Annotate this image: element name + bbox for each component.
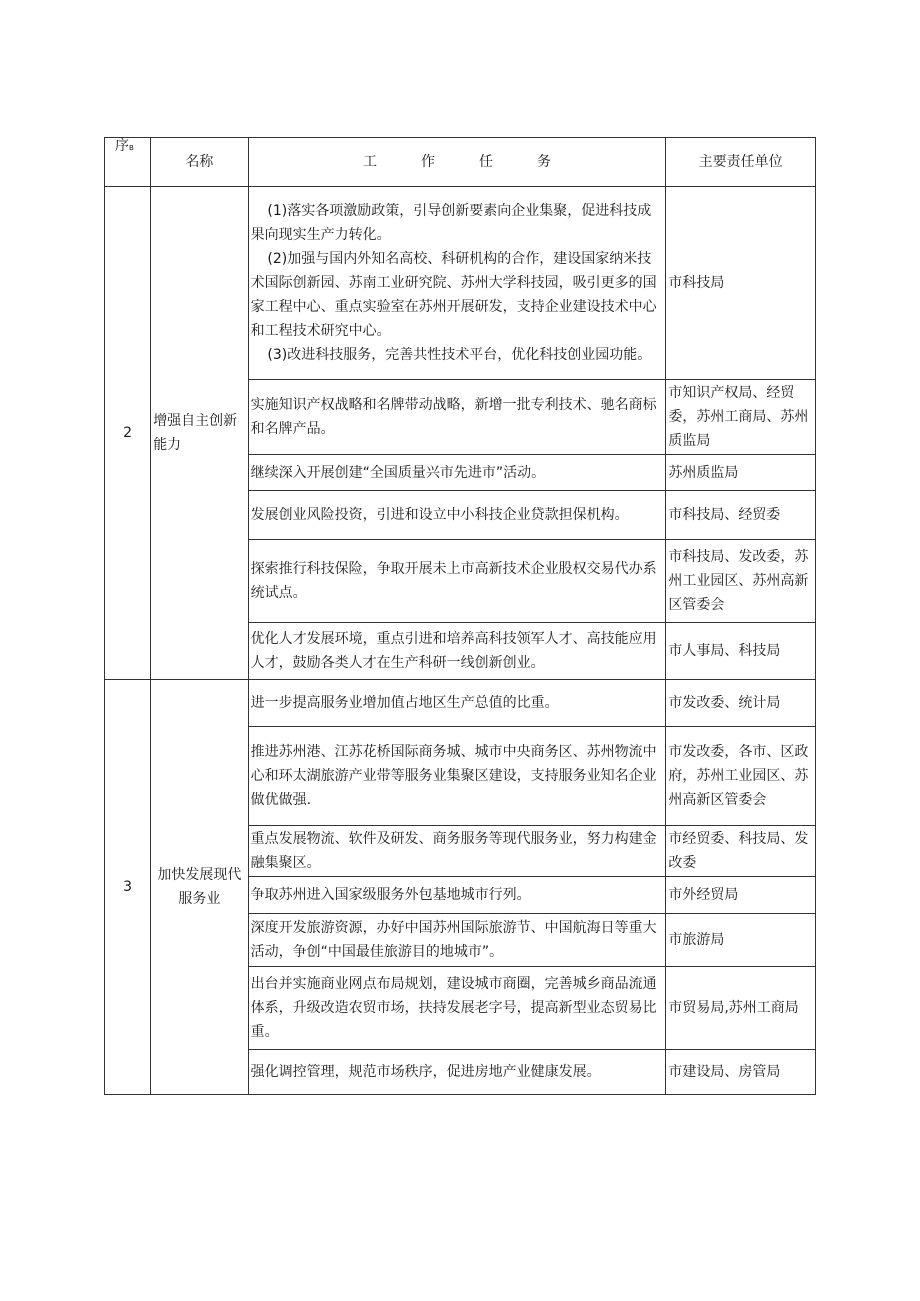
task-cell: 强化调控管理，规范市场秩序，促进房地产业健康发展。 xyxy=(248,1050,666,1095)
unit-cell: 市人事局、科技局 xyxy=(666,623,816,680)
unit-cell: 市贸易局,苏州工商局 xyxy=(666,967,816,1050)
unit-cell: 市发改委，各市、区政府，苏州工业园区、苏州高新区管委会 xyxy=(666,727,816,826)
header-name: 名称 xyxy=(151,138,248,187)
task-cell: 优化人才发展环境，重点引进和培养高科技领军人才、高技能应用人才，鼓励各类人才在生产科研一线创新创业。 xyxy=(248,623,666,680)
task-cell: 深度开发旅游资源，办好中国苏州国际旅游节、中国航海日等重大活动，争创“中国最佳旅游目的地城市”。 xyxy=(248,914,666,967)
unit-cell: 苏州质监局 xyxy=(666,455,816,491)
task-cell: 实施知识产权战略和名牌带动战略，新增一批专利技术、驰名商标和名牌产品。 xyxy=(248,380,666,455)
task-cell: (1)落实各项激励政策，引导创新要素向企业集聚，促进科技成果向现实生产力转化。 (2)加强与国内外知名高校、科研机构的合作，建设国家纳米技术国际创新园、苏南工业研究院、苏州大学科技园，吸引更多的国家工程中心、重点实验室在苏州开展研发，支持企业建设技术中心和工程技术研究中心。 (3)改进科技服务，完善共性技术平台，优化科技创业园功能。 xyxy=(248,187,666,380)
unit-cell: 市经贸委、科技局、发改委 xyxy=(666,826,816,877)
header-no: 序B xyxy=(105,138,151,187)
section-name: 加快发展现代服务业 xyxy=(151,680,248,1095)
unit-cell: 市科技局、发改委，苏州工业园区、苏州高新区管委会 xyxy=(666,540,816,623)
unit-cell: 市旅游局 xyxy=(666,914,816,967)
section-no: 2 xyxy=(105,187,151,680)
task-table xyxy=(104,137,816,1095)
header-unit: 主要责任单位 xyxy=(666,138,816,187)
unit-cell: 市科技局 xyxy=(666,187,816,380)
task-cell: 争取苏州进入国家级服务外包基地城市行列。 xyxy=(248,877,666,914)
section-no: 3 xyxy=(105,680,151,1095)
unit-cell: 市科技局、经贸委 xyxy=(666,491,816,540)
task-cell: 出台并实施商业网点布局规划，建设城市商圈，完善城乡商品流通体系，升级改造农贸市场，扶持发展老字号，提高新型业态贸易比重。 xyxy=(248,967,666,1050)
unit-cell: 市外经贸局 xyxy=(666,877,816,914)
header-task: 工 作 任 务 xyxy=(248,138,666,187)
task-cell: 继续深入开展创建“全国质量兴市先进市”活动。 xyxy=(248,455,666,491)
task-cell: 重点发展物流、软件及研发、商务服务等现代服务业，努力构建金融集聚区。 xyxy=(248,826,666,877)
task-cell: 发展创业风险投资，引进和设立中小科技企业贷款担保机构。 xyxy=(248,491,666,540)
table-header-row xyxy=(105,138,816,187)
section-name: 增强自主创新能力 xyxy=(151,187,248,680)
task-cell: 探索推行科技保险，争取开展未上市高新技术企业股权交易代办系统试点。 xyxy=(248,540,666,623)
unit-cell: 市发改委、统计局 xyxy=(666,680,816,727)
task-cell: 进一步提高服务业增加值占地区生产总值的比重。 xyxy=(248,680,666,727)
table-row xyxy=(105,187,816,380)
task-cell: 推进苏州港、江苏花桥国际商务城、城市中央商务区、苏州物流中心和环太湖旅游产业带等服务业集聚区建设，支持服务业知名企业做优做强. xyxy=(248,727,666,826)
unit-cell: 市建设局、房管局 xyxy=(666,1050,816,1095)
unit-cell: 市知识产权局、经贸委，苏州工商局、苏州质监局 xyxy=(666,380,816,455)
table-row xyxy=(105,680,816,727)
